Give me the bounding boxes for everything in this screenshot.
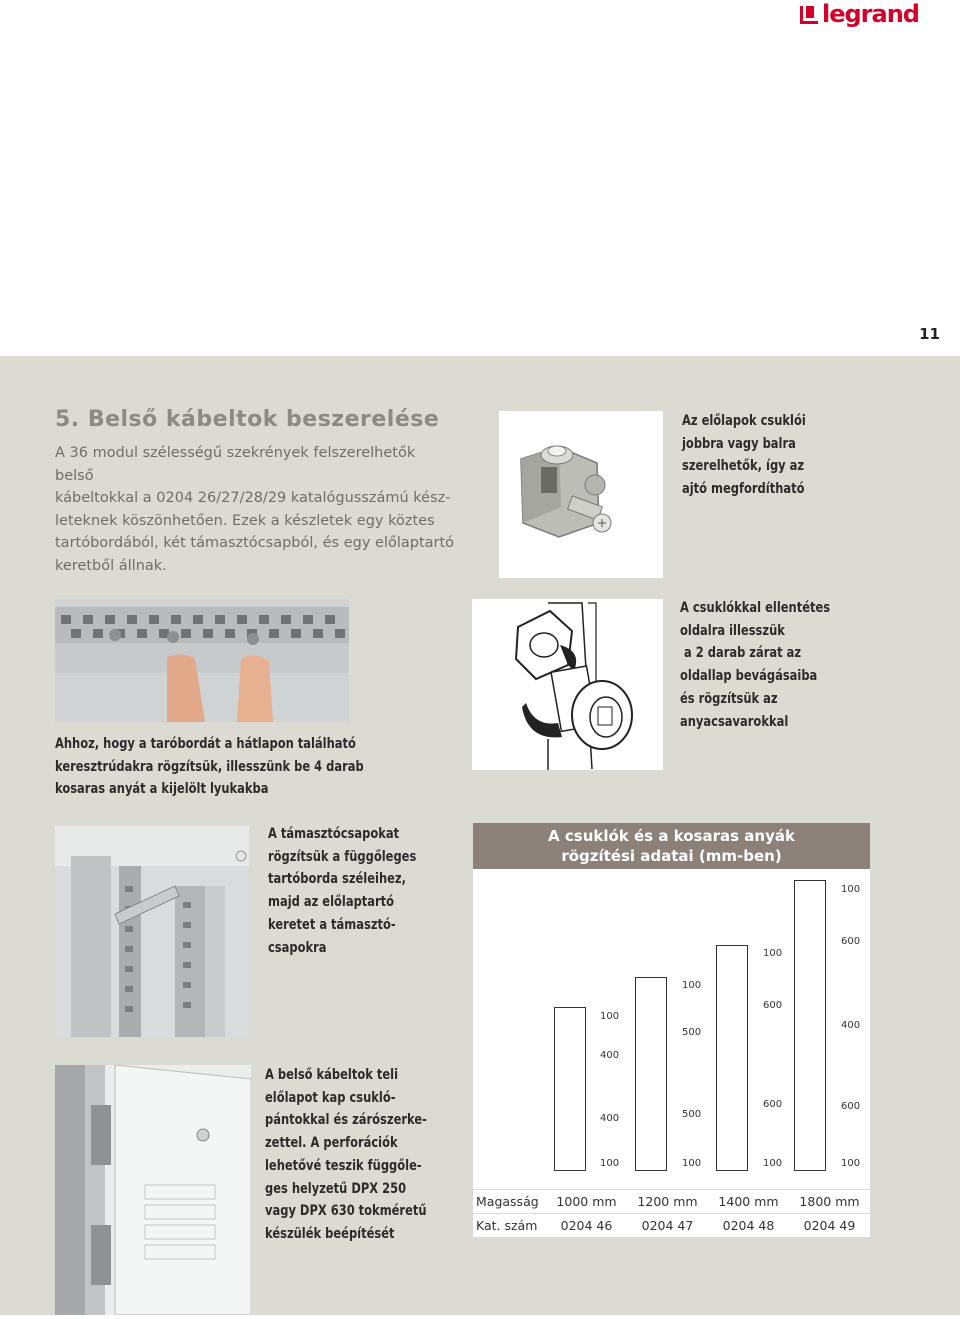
dimension-table [473,1189,870,1237]
dim-label: 100 [682,1158,702,1169]
dim-label: 400 [600,1050,620,1061]
hinge-reversible-caption: Az előlapok csuklói jobbra vagy balra szerelhetők, így az ajtó megfordítható [682,413,806,498]
cabinet-frame-photo [55,826,249,1037]
row-label-catalog: Kat. szám [473,1214,546,1238]
support-pins-caption: A támasztócsapokat rögzítsük a függőleges tartóborda széleihez, majd az előlaptartó keretet a támasztó- csapokra [268,826,417,956]
cabinet-bar-1000 [554,1007,586,1171]
front-panel-photo [55,1065,251,1315]
dim-label: 100 [763,948,783,959]
dim-label: 500 [682,1109,702,1120]
dim-label: 100 [682,980,702,991]
dim-label: 600 [841,1101,861,1112]
table-cell: 1400 mm [708,1190,789,1214]
section-title: 5. Belső kábeltok beszerelése [55,407,440,432]
hinge-mount-illustration [472,599,663,770]
dim-label: 600 [841,936,861,947]
table-cell: 0204 46 [546,1214,627,1238]
table-row [473,1214,870,1238]
legrand-logo [800,0,919,32]
dim-label: 400 [600,1113,620,1124]
dim-label: 100 [841,884,861,895]
dim-label: 100 [600,1158,620,1169]
dim-label: 100 [600,1011,620,1022]
cabinet-bar-1800 [794,880,826,1171]
rail-caption: Ahhoz, hogy a taróbordát a hátlapon található keresztrúdakra rögzítsük, illesszünk be 4 darab kosaras anyát a kijelölt lyukakba [55,736,364,798]
diagram-title: A csuklók és a kosaras anyák rögzítési adatai (mm-ben) [473,823,870,869]
hinge-mount-caption: A csuklókkal ellentétes oldalra illesszük a 2 darab zárat az oldallap bevágásaiba és rögzítsük az anyacsavarokkal [680,600,831,730]
section-intro: A 36 modul szélességű szekrények felszerelhetők belső kábeltokkal a 0204 26/27/28/29 katalógusszámú kész- leteknek köszönhetően. Ezek a készletek egy köztes tartóbordából, két támasztócsapból, és egy előlaptartó keretből állnak. [55,445,455,574]
rail-photo [55,599,349,722]
table-cell: 1000 mm [546,1190,627,1214]
dim-label: 600 [763,1099,783,1110]
dim-label: 600 [763,1000,783,1011]
dim-label: 400 [841,1020,861,1031]
page-number: 11 [919,325,940,343]
table-cell: 0204 49 [789,1214,870,1238]
dim-label: 500 [682,1027,702,1038]
dim-label: 100 [763,1158,783,1169]
table-cell: 0204 47 [627,1214,708,1238]
cabinet-bar-1400 [716,945,748,1171]
table-row [473,1190,870,1214]
logo-wordmark: legrand [822,0,919,28]
table-cell: 0204 48 [708,1214,789,1238]
row-label-height: Magasság [473,1190,546,1214]
hinge-part-photo [499,411,663,578]
dim-label: 100 [841,1158,861,1169]
table-cell: 1200 mm [627,1190,708,1214]
front-panel-caption: A belső kábeltok teli előlapot kap csukló- pántokkal és zárószerke- zettel. A perforációk lehetővé teszik függőle- ges helyzetű DPX 250 vagy DPX 630 tokméretű készülék beépítését [265,1067,427,1242]
mounting-dimension-diagram [473,869,870,1189]
table-cell: 1800 mm [789,1190,870,1214]
cabinet-bar-1200 [635,977,667,1171]
